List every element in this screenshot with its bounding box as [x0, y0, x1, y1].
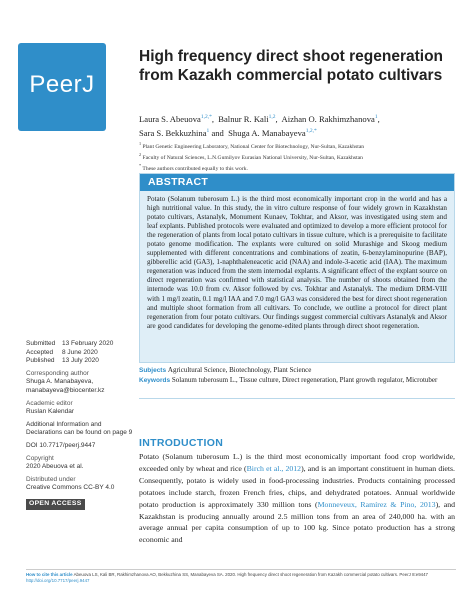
affiliation-item: * These authors contributed equally to this work. — [139, 163, 248, 173]
corresponding-name: Shuga A. Manabayeva, — [26, 378, 94, 386]
abstract-text: Potato (Solanum tuberosum L.) is the third most economically important crop in the world and has a high nutritional value. In this study, the in vitro culture response of four widely grown in Kazakhstan potato cultivars, Astanalyk, Monument Kunaev, Tokhtar, and Aksor, was investigated using stem and leaf explants. Published protocols were evaluated and optimized to develop a more efficient protocol for the regeneration of plants from local potato cultivars in tissue culture, which is a prerequisite to facilitate potato genome modification. The explants were cultured on solid Murashige and Skoog medium supplemented with different concentrations and combinations of zeatin, 6-benzylaminopurine (BAP), gibberellic acid (GA3), 1-naphthaleneacetic acid (NAA) and indole-3-acetic acid (IAA). The maximum regeneration was induced from the stem internodal explants. A significant effect of the explant source on direct regeneration was confirmed with statistical analysis. The number of shoots obtained from the internode was 10.0 from cv. Aksor followed by cvs. Tokhtar and Astanalyk. The medium DRM-VIII with 1 mg/l zeatin, 0.1 mg/l IAA and 7.0 mg/l GA3 was considered the best for direct shoot regeneration and multiple shoot formation from all cultivars. To conclude, we outline a protocol for direct plant regeneration from four potato cultivars. Our findings suggest commercial cultivars Astanalyk and Aksor are good candidates for developing the genome-edited plants through direct shoot regeneration. — [147, 195, 447, 330]
author-name[interactable]: Shuga A. Manabayeva — [228, 128, 306, 139]
author-name[interactable]: Balnur R. Kali — [218, 113, 269, 124]
corresponding-label: Corresponding author — [26, 369, 89, 377]
license-label: Distributed under — [26, 475, 76, 483]
how-to-cite-text: Abeuova LS, Kali BR, Rakhimzhanova AO, Bekkuzhina SS, Manabayeva SA. 2020. High frequency direct shoot regeneration from Kazakh commercial potato cultivars. PeerJ 8:e9447 — [73, 572, 428, 577]
license-link[interactable]: Creative Commons CC-BY 4.0 — [26, 484, 115, 492]
doi-link[interactable]: DOI 10.7717/peerj.9447 — [26, 441, 96, 449]
subjects-value[interactable]: Agricultural Science, Biotechnology, Plant Science — [167, 366, 312, 374]
author-list: Laura S. Abeuova$^{1,2,*}$, Balnur R. Kali$^{1,2}$, Aizhan O. Rakhimzhanova$^1$, Sara S. Bekkuzhina$^1$ and Shuga A. Manabayeva$^{1,2,*}$ — [139, 113, 380, 139]
subjects-line — [139, 366, 455, 376]
affiliation-item: $^1$ Plant Genetic Engineering Laboratory, National Center for Biotechnology, Nur-Sultan, Kazakhstan — [139, 141, 365, 150]
subjects-keywords — [139, 366, 455, 385]
logo-text: PeerJ — [29, 71, 95, 98]
article-sidebar — [26, 340, 136, 510]
author-affiliation-mark: 1 — [206, 128, 210, 135]
how-to-cite-label: How to cite this article — [26, 572, 73, 577]
article-title: High frequency direct shoot regeneration from Kazakh commercial potato cultivars — [139, 48, 444, 84]
introduction-text: Potato (Solanum tuberosum L.) is the third most economically important food crop worldwide, exceeded only by wheat and rice (Birch et al., 2012), and is an important constituent in human diets. Consequently, potato is widely used in food-processing industries. Products containing processed potatoes include starch, frozen French fries, chips, and dehydrated potatoes. Annual worldwide potato production is approximately 330 million tons (Monneveux, Ramírez & Pino, 2013), and Kazakhstan is producing annually around 2.5 million tons from an area of 240,000 ha. with an average annual per capita consumption of up to 100 kg. Since potato production has a strong economic and — [139, 452, 455, 545]
author-name[interactable]: Sara S. Bekkuzhina — [139, 128, 207, 139]
author-name[interactable]: Laura S. Abeuova — [139, 113, 201, 124]
published-date: Published 13 July 2020 — [26, 357, 99, 365]
peerj-logo — [18, 43, 106, 131]
subjects-label: Subjects — [139, 367, 167, 374]
author-name[interactable]: Aizhan O. Rakhimzhanova — [281, 113, 375, 124]
editor-label: Academic editor — [26, 399, 73, 407]
additional-info-link[interactable]: Additional Information and Declarations can be found on page 9 — [26, 420, 133, 437]
introduction-heading: INTRODUCTION — [139, 437, 224, 449]
keywords-label: Keywords — [139, 376, 171, 384]
keywords-line — [139, 376, 455, 386]
how-to-cite-footer — [26, 572, 456, 584]
editor-name[interactable]: Ruslan Kalendar — [26, 408, 75, 416]
accepted-date: Accepted 8 June 2020 — [26, 348, 98, 356]
author-affiliation-mark: 1,2 — [268, 114, 276, 120]
footer-divider — [26, 569, 456, 570]
copyright-value: 2020 Abeuova et al. — [26, 463, 84, 471]
affiliation-item: $^2$ Faculty of Natural Sciences, L.N.Gumilyov Eurasian National University, Nur-Sultan, Kazakhstan — [139, 152, 363, 162]
affiliation-list — [139, 140, 459, 173]
abstract-box — [139, 173, 455, 363]
footer-doi-link[interactable]: http://doi.org/10.7717/peerj.9447 — [26, 577, 90, 583]
author-affiliation-mark: 1,2,* — [305, 128, 317, 135]
author-affiliation-mark: 1 — [374, 114, 378, 120]
open-access-badge: OPEN ACCESS — [26, 499, 85, 510]
submitted-date: Submitted 13 February 2020 — [26, 340, 114, 347]
abstract-heading: ABSTRACT — [140, 174, 454, 191]
citation-link[interactable]: Monneveux, Ramírez & Pino, 2013 — [317, 499, 436, 509]
citation-link[interactable]: Birch et al., 2012 — [246, 463, 302, 473]
keywords-divider — [139, 398, 455, 399]
author-affiliation-mark: 1,2,* — [200, 114, 212, 120]
corresponding-email[interactable]: manabayeva@biocenter.kz — [26, 386, 105, 394]
keywords-value: Solanum tuberosum L., Tissue culture, Direct regeneration, Plant growth regulator, Microtuber — [171, 375, 438, 384]
copyright-label: Copyright — [26, 454, 54, 462]
